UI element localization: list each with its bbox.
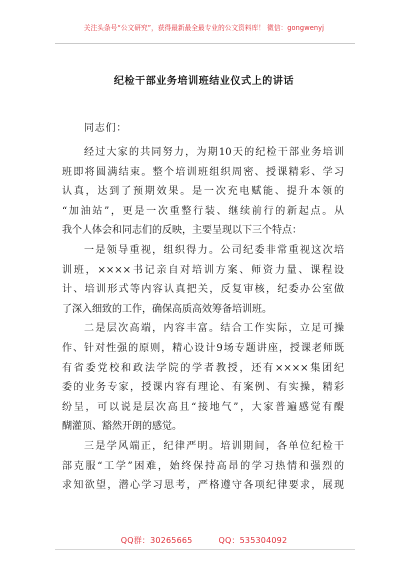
document-body bbox=[62, 143, 344, 496]
text-line: 部克服“工学”困难，始终保持高昂的学习热情和强烈的 bbox=[62, 460, 344, 472]
text-line: 经过大家的共同努力，为期10天的纪检干部业务培训 bbox=[84, 147, 344, 158]
page-footer bbox=[0, 535, 408, 546]
text-line: 了深入细致的工作，确保高质高效筹备培训班。 bbox=[62, 303, 272, 315]
text-line: 三是学风端正，纪律严明。培训期间，各单位纪检干 bbox=[84, 440, 344, 452]
text-line: 训班，××××书记亲自对培训方案、师资力量、课程设 bbox=[62, 264, 344, 276]
text-line: 有省委党校和政法学院的学者教授，还有××××集团纪 bbox=[62, 362, 344, 374]
text-line: 求知欲望，潜心学习思考，严格遵守各项纪律要求，展现 bbox=[62, 480, 344, 492]
salutation: 同志们： bbox=[84, 123, 128, 134]
text-line: 我个人体会和同志们的反映，主要呈现以下三个特点： bbox=[62, 225, 302, 237]
text-line: “加油站”，更是一次重整行装、继续前行的新起点。从 bbox=[62, 205, 344, 217]
text-line: 纷呈，可以说是层次高且“接地气”，大家普遍感觉有醍 bbox=[62, 401, 344, 413]
qq-group-number: QQ群：30265665 bbox=[120, 536, 193, 545]
page-header: 关注头条号“公文研究”，获得最新最全最专业的公文资料库！ 微信：gongwenyj bbox=[83, 24, 325, 32]
footer-divider bbox=[55, 549, 355, 550]
text-line: 班即将圆满结束。整个培训班组织周密、授课精彩、学习 bbox=[62, 166, 344, 178]
text-line: 醐灌顶、豁然开朗的感觉。 bbox=[62, 421, 182, 433]
text-line: 计、培训形式等内容认真把关，反复审核，纪委办公室做 bbox=[62, 284, 344, 296]
text-line: 认真，达到了预期效果。是一次充电赋能、提升本领的 bbox=[62, 186, 344, 198]
text-line: 作、针对性强的原则，精心设计9场专题讲座，授课老师既 bbox=[62, 342, 344, 354]
document-title: 纪检干部业务培训班结业仪式上的讲话 bbox=[113, 76, 295, 87]
text-line: 一是领导重视，组织得力。公司纪委非常重视这次培 bbox=[84, 244, 344, 256]
text-line: 委的业务专家，授课内容有理论、有案例、有实操，精彩 bbox=[62, 382, 344, 394]
qq-number: QQ：535304092 bbox=[218, 536, 288, 545]
header-divider bbox=[55, 43, 355, 44]
text-line: 二是层次高端，内容丰富。结合工作实际，立足可操 bbox=[84, 323, 344, 335]
